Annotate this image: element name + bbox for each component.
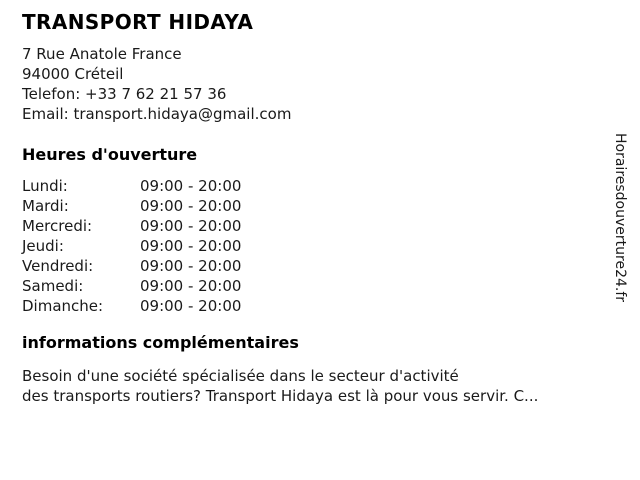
time-value: 09:00 - 20:00 [140, 257, 242, 275]
opening-hours-table [22, 176, 241, 316]
time-value: 09:00 - 20:00 [140, 277, 242, 295]
time-value: 09:00 - 20:00 [140, 197, 242, 215]
site-watermark: Horairesdouverture24.fr [612, 133, 628, 303]
hours-row-monday [22, 176, 241, 196]
time-value: 09:00 - 20:00 [140, 237, 242, 255]
time-value: 09:00 - 20:00 [140, 177, 242, 195]
contact-block [22, 44, 291, 124]
day-label: Jeudi: [22, 237, 64, 255]
hours-row-sunday [22, 296, 241, 316]
additional-info-heading: informations complémentaires [22, 333, 299, 352]
hours-row-friday [22, 256, 241, 276]
day-label: Mardi: [22, 197, 69, 215]
time-value: 09:00 - 20:00 [140, 217, 242, 235]
hours-row-thursday [22, 236, 241, 256]
hours-row-wednesday [22, 216, 241, 236]
hours-row-saturday [22, 276, 241, 296]
opening-hours-heading: Heures d'ouverture [22, 145, 198, 164]
info-text-line1: Besoin d'une société spécialisée dans le secteur d'activité [22, 367, 459, 385]
phone-line: Telefon: +33 7 62 21 57 36 [22, 85, 227, 103]
address-city: 94000 Créteil [22, 65, 124, 83]
hours-row-tuesday [22, 196, 241, 216]
day-label: Lundi: [22, 177, 68, 195]
business-name-title: TRANSPORT HIDAYA [22, 10, 254, 34]
time-value: 09:00 - 20:00 [140, 297, 242, 315]
info-text-line2: des transports routiers? Transport Hidaya est là pour vous servir. C... [22, 387, 539, 405]
email-line: Email: transport.hidaya@gmail.com [22, 105, 292, 123]
day-label: Vendredi: [22, 257, 94, 275]
additional-info-text [22, 366, 538, 406]
day-label: Samedi: [22, 277, 84, 295]
day-label: Mercredi: [22, 217, 93, 235]
address-street: 7 Rue Anatole France [22, 45, 182, 63]
day-label: Dimanche: [22, 297, 104, 315]
